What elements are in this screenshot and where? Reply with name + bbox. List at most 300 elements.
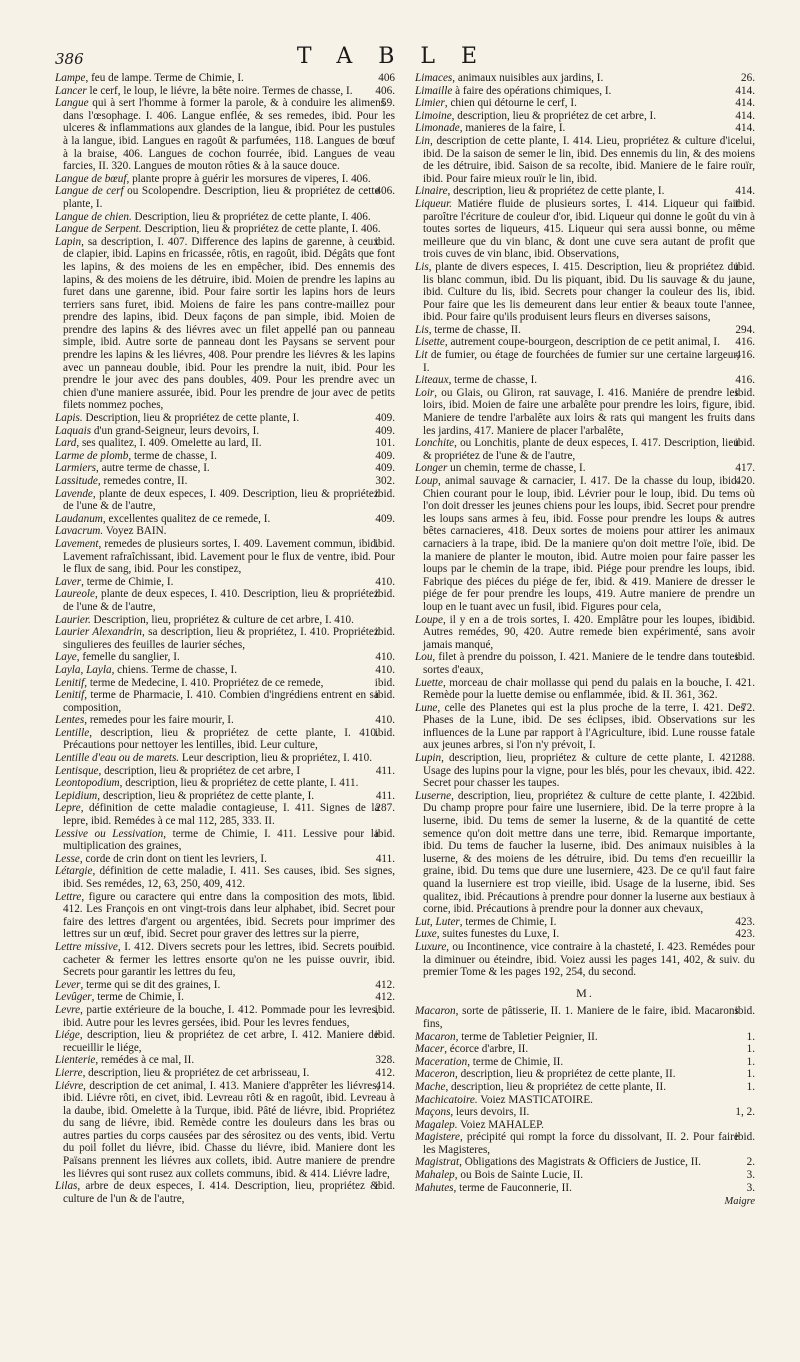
- entry-text: le cerf, le loup, le liévre, la bête noire. Termes de chasse, I.: [86, 84, 353, 97]
- index-entry: [415, 651, 755, 676]
- entry-text: , définition de cette maladie, I. 411. Ses causes, ibid. Ses signes, ibid. Ses remédes, 12, 63, 250, 409, 412.: [63, 865, 395, 890]
- entry-headword: Lentille: [55, 726, 90, 739]
- entry-text: , Obligations des Magistrats & Officiers de Justice, II.: [459, 1156, 701, 1169]
- entry-headword: Lupin: [415, 752, 442, 765]
- entry-headword: Luxure: [415, 940, 447, 953]
- entry-text: , description, lieu & propriétez de cette plante, I. 411.: [119, 777, 359, 790]
- entry-headword: Maçons: [415, 1106, 451, 1119]
- index-entry: [55, 72, 395, 85]
- entry-text: , plante propre à guérir les morsures de viperes, I. 406.: [126, 172, 371, 185]
- entry-headword: Levre: [55, 1003, 81, 1016]
- index-entry: [55, 488, 395, 513]
- index-entry: [55, 185, 395, 210]
- entry-headword: Linaire: [415, 185, 448, 198]
- entry-text: , morceau de chair mollasse qui pend du palais en la bouche, I. 421. Remède pour la luette demise ou enflammée, ibid. & II. 361, 362.: [423, 676, 755, 702]
- entry-text: , sa description, lieu & propriétez, I. 410. Propriétez singulieres des feuilles de laurier séches,: [63, 626, 379, 651]
- entry-text: , ou Lonchitis, plante de deux especes, I. 417. Description, lieu & propriétez de l'une & de l'autre,: [423, 437, 739, 462]
- entry-page-ref: ibid.: [374, 1029, 395, 1042]
- entry-headword: Lettre missive: [55, 940, 118, 953]
- entry-text: , feu de lampe. Terme de Chimie, I.: [85, 72, 244, 84]
- index-entry: [55, 173, 395, 186]
- index-entry: [415, 198, 755, 261]
- entry-text: , autre terme de chasse, I.: [96, 462, 210, 475]
- entry-headword: Langue de cerf: [55, 185, 124, 198]
- entry-page-ref: ibid.: [734, 651, 755, 664]
- index-entry: [415, 928, 755, 941]
- entry-page-ref: ibid.: [374, 537, 395, 550]
- entry-headword: Lienterie: [55, 1054, 96, 1067]
- index-entry: [415, 72, 755, 85]
- entry-text: , terme de chasse, I.: [128, 449, 217, 462]
- entry-headword: Lentisque: [55, 764, 99, 777]
- index-entry: [55, 425, 395, 438]
- entry-page-ref: ibid.: [734, 1131, 755, 1144]
- entry-headword: Lentille d'eau ou de marets.: [55, 752, 180, 765]
- index-entry: [415, 110, 755, 123]
- entry-page-ref: 1.: [746, 1080, 755, 1093]
- entry-text: , figure ou caractere qui entre dans la composition des mots, I. 412. Les François en ont vingt-trois dans leur alphabet, ibid. Secret pour faire des lettres d'argent ou argentées, ibid. Secrets pour imprimer des lettres sur un œuf, ibid. Secret pour graver des lettres sur la pierre,: [63, 890, 395, 941]
- entry-headword: Longer: [415, 462, 448, 475]
- entry-page-ref: 409.: [375, 424, 395, 437]
- entry-page-ref: 302.: [375, 475, 395, 487]
- index-entry: [55, 790, 395, 803]
- index-entry: [415, 1031, 755, 1044]
- entry-text: , description, lieu & propriétez de cette plante, II.: [454, 1068, 676, 1081]
- entry-headword: Macaron: [415, 1005, 456, 1018]
- index-entry: [55, 765, 395, 778]
- entry-headword: Loupe: [415, 613, 443, 626]
- index-entry: [415, 437, 755, 462]
- entry-headword: Laurier.: [55, 613, 91, 626]
- index-entry: [55, 1054, 395, 1067]
- index-entry: [415, 1043, 755, 1056]
- entry-headword: Lierre: [55, 1066, 83, 1079]
- entry-text: d'un grand-Seigneur, leurs devoirs, I.: [91, 424, 260, 437]
- entry-page-ref: ibid.: [374, 940, 395, 953]
- entry-page-ref: 423.: [735, 915, 755, 928]
- index-entry: [55, 576, 395, 589]
- entry-headword: Macaron: [415, 1030, 456, 1043]
- entry-page-ref: 414.: [735, 185, 755, 198]
- index-entry: [415, 324, 755, 337]
- entry-text: , corde de crin dont on tient les levriers, I.: [79, 852, 267, 865]
- entry-page-ref: ibid.: [734, 386, 755, 399]
- entry-page-ref: 416.: [735, 336, 755, 349]
- entry-headword: Langue de Serpent.: [55, 223, 142, 236]
- entry-page-ref: 414.: [735, 97, 755, 110]
- entry-headword: Laye: [55, 651, 77, 664]
- entry-page-ref: 414.: [375, 1079, 395, 1092]
- entry-text: , I. 412. Divers secrets pour les lettres, ibid. Secrets pour cacheter & fermer les lettres ensorte qu'on ne les puisse ouvrir, ibid. Secrets pour garantir les lettres du feu,: [63, 940, 395, 979]
- index-entry: [415, 1068, 755, 1081]
- entry-page-ref: ibid.: [734, 789, 755, 802]
- page-header: [55, 40, 745, 70]
- entry-page-ref: ibid.: [734, 437, 755, 450]
- index-entry: [55, 802, 395, 827]
- entry-headword: Larmiers: [55, 462, 97, 475]
- entry-page-ref: ibid.: [374, 1003, 395, 1016]
- entry-headword: Lesse: [55, 852, 80, 865]
- entry-headword: Lune: [415, 701, 438, 714]
- entry-page-ref: 3.: [746, 1181, 755, 1194]
- index-entry: [55, 979, 395, 992]
- index-entry: [55, 223, 395, 236]
- entry-page-ref: 2.: [746, 1156, 755, 1169]
- index-entry: [55, 626, 395, 651]
- entry-page-ref: 417.: [735, 462, 755, 475]
- index-entry: [55, 714, 395, 727]
- entry-text: , femelle du sanglier, I.: [76, 651, 180, 664]
- entry-headword: Lisette: [415, 336, 445, 349]
- index-entry: [415, 122, 755, 135]
- index-entry: [415, 614, 755, 652]
- index-entry: [415, 941, 755, 979]
- entry-text: Voiez MASTICATOIRE.: [477, 1093, 593, 1106]
- entry-text: , remedes de plusieurs sortes, I. 409. Lavement commun, ibid. Lavement rafraîchissant, ibid. Lavement pour le flux de ventre, ibid. Pour le flux de sang, ibid. Pour les constipez,: [63, 537, 395, 576]
- entry-headword: Luxe: [415, 928, 437, 941]
- entry-headword: Luserne: [415, 789, 452, 802]
- entry-headword: Luette: [415, 676, 443, 689]
- entry-headword: Lettre: [55, 890, 82, 903]
- entry-page-ref: 59.: [381, 97, 395, 110]
- entry-headword: Lit: [415, 349, 428, 362]
- entry-headword: Limoine: [415, 109, 452, 122]
- entry-headword: Magistrat: [415, 1156, 460, 1169]
- entry-page-ref: 414.: [735, 122, 755, 135]
- index-entry: [55, 211, 395, 224]
- entry-text: Voiez MAHALEP.: [457, 1118, 544, 1131]
- entry-headword: Machicatoire.: [415, 1093, 478, 1106]
- index-entry: [55, 1004, 395, 1029]
- entry-text: , manieres de la faire, I.: [459, 122, 566, 135]
- index-entry: [415, 790, 755, 916]
- index-entry: [55, 614, 395, 627]
- entry-headword: Lampe: [55, 72, 86, 84]
- entry-page-ref: 410.: [375, 714, 395, 727]
- entry-text: Description, lieu & propriétez de cette plante, I.: [82, 412, 300, 425]
- index-entry: [415, 185, 755, 198]
- index-entry: [55, 450, 395, 463]
- entry-headword: Lilas: [55, 1180, 78, 1193]
- index-entry: [55, 588, 395, 613]
- index-entry: [55, 1067, 395, 1080]
- entry-text: , excellentes qualitez de ce remede, I.: [102, 512, 271, 525]
- index-entry: [55, 538, 395, 576]
- index-entry: [55, 891, 395, 941]
- index-entry: [55, 513, 395, 526]
- entry-headword: Létargie: [55, 865, 93, 878]
- entry-text: , terme de Chimie, I.: [91, 991, 184, 1004]
- index-entry: [55, 437, 395, 450]
- index-entry: [55, 941, 395, 979]
- entry-page-ref: 1.: [746, 1055, 755, 1068]
- entry-headword: Lapis.: [55, 412, 83, 425]
- entry-page-ref: 412.: [375, 978, 395, 991]
- entry-page-ref: 287.: [375, 802, 395, 815]
- entry-headword: Maceration: [415, 1055, 468, 1068]
- index-entry: [415, 462, 755, 475]
- index-entry: [55, 525, 395, 538]
- entry-text: , terme de chasse, II.: [428, 323, 521, 336]
- index-entry: [55, 853, 395, 866]
- entry-headword: Leontopodium: [55, 777, 120, 790]
- entry-text: , filet à prendre du poisson, I. 421. Maniere de le tendre dans toutes sortes d'eaux,: [423, 651, 739, 676]
- entry-text: , suites funestes du Luxe, I.: [436, 928, 560, 941]
- index-entry: [55, 1080, 395, 1181]
- entry-page-ref: 420.: [735, 475, 755, 487]
- entry-page-ref: 72.: [741, 701, 755, 714]
- entry-headword: Mache: [415, 1080, 446, 1093]
- entry-text: , partie extérieure de la bouche, I. 412. Pommade pour les levres, ibid. Autre pour les levres gersées, ibid. Pour les levres fendues,: [63, 1003, 379, 1029]
- entry-page-ref: 409.: [375, 449, 395, 462]
- index-entry: [55, 689, 395, 714]
- entry-page-ref: 409.: [375, 462, 395, 475]
- entry-text: , celle des Planetes qui est la plus proche de la terre, I. 421. Des Phases de la Lune, ibid. De ses éclipses, ibid. Observations sur les influences de la Lune par rapport à l'Agriculture, ibid. Lune rousse fatale aux jeunes arbres, si l'on n'y prévoit, I.: [423, 701, 755, 752]
- entry-text: , chiens. Terme de chasse, I.: [111, 663, 238, 676]
- entry-text: , ou Glais, ou Gliron, rat sauvage, I. 416. Maniére de prendre les loirs, ibid. Moien de faire une arbalête pour prendre les loirs, figure, ibid. Maniere de tendre l'arbalête aux loirs & rats qui mangent les fruits dans les jardins, 417. Maniere de placer l'arbalête,: [423, 386, 755, 437]
- index-entry: [415, 916, 755, 929]
- entry-page-ref: 26.: [741, 72, 755, 84]
- entry-text: , description, lieu & propriétez de cette plante, I. 410. Précautions pour nettoyer les lentilles, ibid. Leur culture,: [63, 726, 379, 752]
- entry-text: , terme de Chimie, II.: [467, 1055, 564, 1068]
- index-entry: [55, 1180, 395, 1205]
- entry-headword: Lepidium: [55, 789, 98, 802]
- index-entry: [415, 1169, 755, 1182]
- entry-text: Description, lieu & propriétez de cette plante, I. 406.: [141, 223, 381, 236]
- entry-page-ref: ibid.: [374, 890, 395, 903]
- entry-headword: Lever: [55, 978, 81, 991]
- entry-headword: Mahutes: [415, 1181, 454, 1194]
- index-columns: [55, 72, 755, 1352]
- entry-page-ref: ibid.: [734, 260, 755, 273]
- entry-headword: Langue: [55, 97, 89, 110]
- entry-page-ref: 410.: [375, 651, 395, 664]
- entry-text: , description de cette plante, I. 414. Lieu, propriétez & culture d'icelui, ibid. De la saison de semer le lin, ibid. Des ennemis du lin, & des moiens de les détruire, ibid. Saison de sa recolte, ibid. Maniere de le faire rouïr, ibid. Pour faire mieux rouïr le lin, ibid.: [423, 134, 755, 185]
- entry-text: , description, lieu, propriétez & culture de cette plante, I. 421. Usage des lupins pour la vigne, pour les blés, pour les chevaux, ibid. 422. Secret pour chasser les taupes.: [423, 752, 755, 790]
- entry-headword: Lapin: [55, 235, 82, 248]
- entry-page-ref: 1.: [746, 1043, 755, 1056]
- entry-text: , plante de divers especes, I. 415. Description, lieu & propriétez du lis blanc commun, ibid. Du lis piquant, ibid. Du lis sauvage & du jaune, ibid. Culture du lis, ibid. Secrets pour changer la couleur des lis, ibid. Pour faire que les lis demeurent dans leur entier & beaux toute l'annee, ibid. Pour faire qu'ils produisent leurs fleurs en diverses saisons,: [423, 260, 755, 324]
- entry-page-ref: 328.: [375, 1054, 395, 1067]
- section-letter: M.: [576, 985, 594, 1000]
- entry-headword: Magistere: [415, 1131, 460, 1144]
- entry-page-ref: 288.: [735, 752, 755, 765]
- index-entry: [415, 349, 755, 374]
- entry-text: , description, lieu & propriétez de cet arbre, I: [98, 764, 301, 777]
- entry-headword: Layla, Layla: [55, 663, 112, 676]
- entry-page-ref: 1, 2.: [735, 1106, 755, 1119]
- entry-text: , animaux nuisibles aux jardins, I.: [452, 72, 604, 84]
- entry-headword: Limier: [415, 97, 445, 110]
- entry-text: , sorte de pâtisserie, II. 1. Maniere de le faire, ibid. Macarons fins,: [423, 1005, 739, 1030]
- entry-headword: Laudanum: [55, 512, 103, 525]
- entry-page-ref: 412.: [375, 1066, 395, 1079]
- index-entry: [55, 727, 395, 752]
- entry-page-ref: 414.: [735, 109, 755, 122]
- entry-headword: Lentes: [55, 714, 85, 727]
- index-entry: [55, 97, 395, 173]
- entry-text: , description, lieu & propriétez de cette plante, I.: [447, 185, 665, 198]
- entry-text: , ou Bois de Sainte Lucie, II.: [454, 1169, 584, 1182]
- entry-text: , écorce d'arbre, II.: [444, 1043, 529, 1056]
- entry-text: , description, lieu & propriétez de cette plante, II.: [445, 1080, 667, 1093]
- entry-text: , leurs devoirs, II.: [450, 1106, 530, 1119]
- entry-page-ref: 411.: [375, 789, 395, 802]
- entry-text: , autrement coupe-bourgeon, description de ce petit animal, I.: [444, 336, 720, 349]
- catchword: Maigre: [724, 1196, 755, 1208]
- entry-headword: Lard: [55, 437, 77, 450]
- entry-text: , ses qualitez, I. 409. Omelette au lard, II.: [76, 437, 262, 450]
- index-entry: [415, 1131, 755, 1156]
- entry-text: , sa description, I. 407. Difference des lapins de garenne, à ceux de clapier, ibid. Lapins en fricassée, rôtis, en ragoût, ibid. Dégâts que font les lapins, & des moiens de les en empêcher, ibid. Des ennemis des lapins, & des moiens de les détruire, ibid. Moien de prendre les lapins au furet dans une garenne, ibid. Pour faire sortir les lapins hors de leurs terriers sans furet, ibid. Moiens de faire les pans contre-maillez pour prendre des lapins, ibid. Deux façons de pan simple, ibid. Moien de prendre des lapins & des liévres avec un filet appellé pan ou panneau simple, ibid. Autre sorte de panneau dont les Paysans se servent pour prendre les lapins & les liévres, 408. Pour prendre les liévres & les lapins avec un panneau double, ibid. Pour les prendre la nuit, ibid. Pour les prendre le jour avec des pans doubles, 409. Pour les prendre avec un chien d'une maniere assurée, ibid. Pour les prendre de jour avec de petits filets nommez poches,: [63, 235, 395, 412]
- entry-page-ref: ibid.: [374, 588, 395, 601]
- entry-page-ref: 411.: [375, 852, 395, 865]
- entry-headword: Lassitude: [55, 475, 98, 487]
- entry-headword: Lis: [415, 323, 429, 336]
- entry-page-ref: 1.: [746, 1068, 755, 1081]
- entry-headword: Liteaux: [415, 374, 449, 387]
- entry-headword: Loir: [415, 386, 435, 399]
- entry-page-ref: ibid.: [374, 626, 395, 639]
- entry-text: , précipité qui rompt la force du dissolvant, II. 2. Pour faire les Magisteres,: [423, 1131, 739, 1156]
- entry-text: , description, lieu & propriétez de cette plante, I.: [97, 789, 315, 802]
- entry-headword: Lou: [415, 651, 433, 664]
- entry-text: Leur description, lieu & propriétez, I. 410.: [179, 752, 373, 765]
- index-entry: [55, 1029, 395, 1054]
- entry-page-ref: 423.: [735, 928, 755, 941]
- entry-page-ref: 294.: [735, 323, 755, 336]
- entry-text: à faire des opérations chimiques, I.: [452, 84, 612, 97]
- entry-text: , termes de Chimie, I.: [459, 915, 557, 928]
- index-entry: [55, 85, 395, 98]
- index-entry: [415, 752, 755, 790]
- entry-headword: Lavement: [55, 537, 99, 550]
- index-entry: [415, 1005, 755, 1030]
- entry-text: , description, lieu & propriétez de cet arbrisseau, I.: [82, 1066, 310, 1079]
- entry-headword: Langue de chien.: [55, 210, 132, 223]
- entry-headword: Lenitif: [55, 689, 85, 702]
- entry-page-ref: ibid.: [374, 726, 395, 739]
- running-title: TABLE: [296, 44, 504, 69]
- entry-headword: Lis: [415, 260, 429, 273]
- entry-headword: Lin: [415, 134, 430, 147]
- entry-headword: Lavacrum.: [55, 525, 104, 538]
- entry-page-ref: 1.: [746, 1030, 755, 1043]
- entry-headword: Langue de bœuf: [55, 172, 127, 185]
- entry-page-ref: 3.: [746, 1169, 755, 1182]
- entry-page-ref: 406.: [375, 84, 395, 97]
- entry-page-ref: ibid.: [374, 1180, 395, 1193]
- entry-page-ref: 414.: [735, 84, 755, 97]
- entry-headword: Limonade: [415, 122, 460, 135]
- entry-headword: Larme de plomb: [55, 449, 129, 462]
- entry-text: Description, lieu, propriétez & culture de cet arbre, I. 410.: [90, 613, 354, 626]
- index-entry: [415, 1056, 755, 1069]
- entry-headword: Maceron: [415, 1068, 455, 1081]
- entry-headword: Lenitif: [55, 676, 85, 689]
- entry-text: Voyez BAIN.: [103, 525, 167, 538]
- index-entry: [415, 97, 755, 110]
- index-entry: [415, 374, 755, 387]
- index-entry: [55, 664, 395, 677]
- entry-text: un chemin, terme de chasse, I.: [447, 462, 586, 475]
- entry-text: , terme de chasse, I.: [448, 374, 538, 387]
- index-entry: [415, 387, 755, 437]
- entry-headword: Mahalep: [415, 1169, 455, 1182]
- index-entry: [55, 462, 395, 475]
- index-entry: [415, 1182, 755, 1195]
- entry-page-ref: ibid.: [374, 676, 395, 689]
- index-entry: [55, 828, 395, 853]
- entry-text: qui à sert l'homme à former la parole, & à conduire les alimens dans l'œsophage. I. 406. Langue enflée, & ses remedes, ibid. Pour les ulceres & inflammations aux glandes de la langue, ibid. Pour les pustules à la langue, ibid. Langues en ragoût & parfumées, 118. Langues de bœuf à la braise, 406. Langues de cochon fourrée, ibid. Langues de veau farcies, II. 320. Langues de mouton rôties & à la sauce douce.: [63, 97, 395, 173]
- entry-text: , arbre de deux especes, I. 414. Description, lieu, propriétez & culture de l'un & de l'autre,: [63, 1180, 379, 1205]
- entry-page-ref: 406: [378, 72, 395, 84]
- entry-text: , remedes pour les faire mourir, I.: [84, 714, 234, 727]
- entry-page-ref: 416.: [735, 374, 755, 387]
- index-entry: [415, 261, 755, 324]
- index-entry: [55, 752, 395, 765]
- entry-text: , description, lieu & propriétez de cet arbre, I. 412. Maniere de recueillir le liége,: [63, 1029, 379, 1054]
- index-entry: [415, 677, 755, 702]
- entry-text: , terme de Fauconnerie, II.: [453, 1181, 572, 1194]
- entry-headword: Lancer: [55, 84, 87, 97]
- index-entry: [415, 1156, 755, 1169]
- entry-page-ref: ibid.: [374, 235, 395, 248]
- entry-page-ref: ibid.: [734, 1005, 755, 1018]
- index-entry: [415, 1094, 755, 1107]
- entry-text: , chien qui détourne le cerf, I.: [444, 97, 577, 110]
- entry-text: , terme de Pharmacie, I. 410. Combien d'ingrédiens entrent en sa composition,: [63, 689, 379, 714]
- entry-page-ref: 410.: [375, 575, 395, 588]
- entry-text: , remédes à ce mal, II.: [95, 1054, 195, 1067]
- index-entry: [415, 1119, 755, 1132]
- entry-headword: Limaces: [415, 72, 453, 84]
- index-entry: [415, 1106, 755, 1119]
- entry-text: , description, lieu, propriétez & culture de cette plante, I. 422. Du champ propre pour faire une luserniere, ibid. De la terre propre à la luserne, ibid. Du tems de semer la luserne, & de la quantité de cette semence qu'on doit mettre dans une terre, ibid. Remarque importante, ibid. Du tems de faucher la luserne, ibid. Des animaux nuisibles à la luserne, & des moiens de les détruire, ibid. Du tems d'en recueillir la graine, ibid. Du tems que dure une luserniere, 423. De ce qu'il faut faire quand la luserniere est trop vieille, ibid. Usage de la luserne, ibid. Ses qualitez, ibid. Précautions à prendre pour donner la luserne aux bestiaux à corne, ibid. Précautions à prendre pour la donner aux chevaux,: [423, 789, 755, 916]
- entry-text: , ou Incontinence, vice contraire à la chasteté, I. 423. Remédes pour la diminuer ou éteindre, ibid. Voiez aussi les pages 141, 402, & suiv. du premier Tome & les pages 192, 254, du second.: [423, 940, 755, 979]
- index-entry: [55, 991, 395, 1004]
- entry-headword: Lepre: [55, 802, 81, 815]
- index-entry: [415, 702, 755, 752]
- page-number: 386: [55, 50, 84, 68]
- entry-page-ref: 101.: [375, 437, 395, 450]
- index-entry: [415, 85, 755, 98]
- entry-page-ref: ibid.: [374, 689, 395, 702]
- entry-text: , il y en a de trois sortes, I. 420. Emplâtre pour les loupes, ibid. Autres remédes, 90, 420. Autre remede bien expérimenté, sans avoir jamais manqué,: [423, 613, 755, 651]
- index-entry: [55, 236, 395, 412]
- entry-text: , description, lieu & propriétez de cet arbre, I.: [451, 109, 657, 122]
- index-entry: [55, 412, 395, 425]
- entry-headword: Magalep.: [415, 1118, 458, 1131]
- entry-page-ref: 412.: [375, 991, 395, 1004]
- index-entry: [415, 475, 755, 614]
- entry-page-ref: ibid.: [374, 827, 395, 840]
- index-entry: [55, 777, 395, 790]
- entry-text: , définition de cette maladie contagieuse, I. 411. Signes de la lepre, ibid. Remédes à ce mal 112, 285, 333. II.: [63, 802, 380, 828]
- entry-text: , terme de Chimie, I. 411. Lessive pour la multiplication des graines,: [63, 827, 379, 853]
- entry-text: Description, lieu & propriétez de cette plante, I. 406.: [131, 210, 371, 223]
- entry-page-ref: 409.: [375, 512, 395, 525]
- entry-text: , terme de Tabletier Peignier, II.: [455, 1030, 598, 1043]
- left-column: [55, 72, 395, 1352]
- entry-headword: Laurier Alexandrin: [55, 626, 143, 639]
- entry-text: , terme qui se dit des graines, I.: [80, 978, 221, 991]
- entry-text: , terme de Medecine, I. 410. Propriétez de ce remede,: [84, 676, 324, 689]
- entry-headword: Liége: [55, 1029, 80, 1042]
- index-entry: [415, 1081, 755, 1094]
- entry-headword: Lonchite: [415, 437, 455, 450]
- entry-text: de fumier, ou étage de fourchées de fumier sur une certaine largeur, I.: [423, 349, 740, 374]
